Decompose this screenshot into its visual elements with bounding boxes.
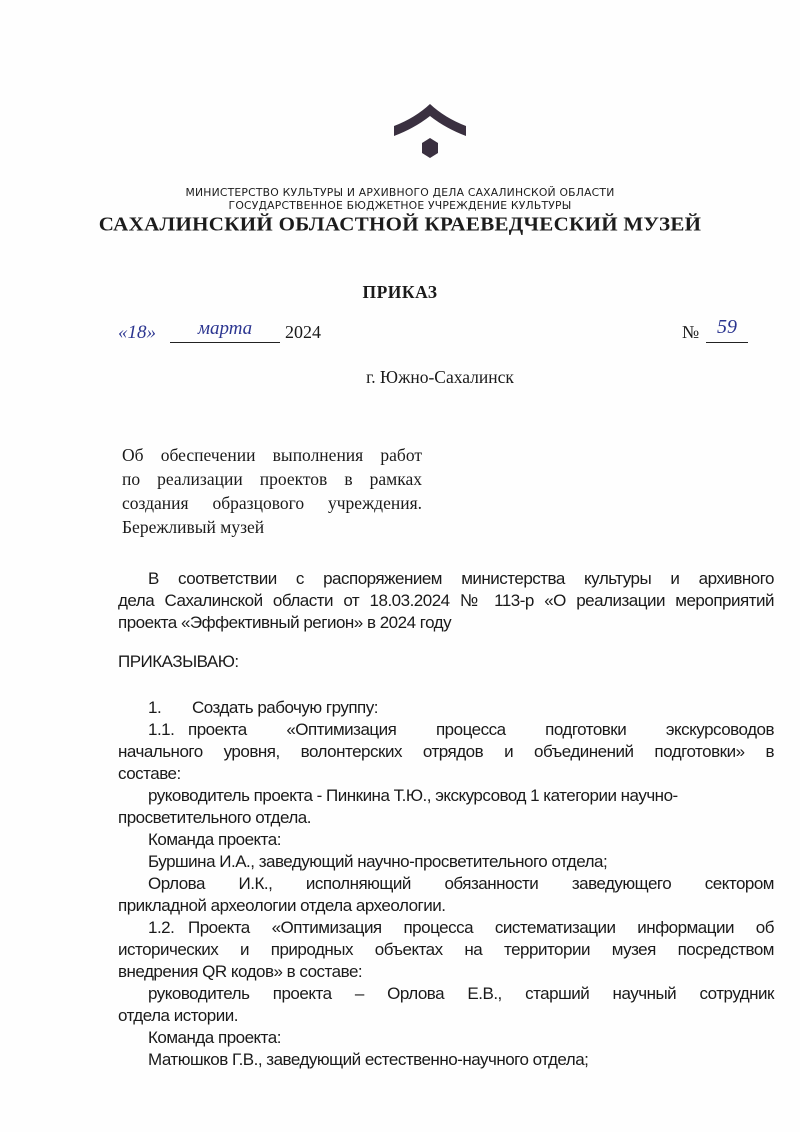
institution-name: САХАЛИНСКИЙ ОБЛАСТНОЙ КРАЕВЕДЧЕСКИЙ МУЗЕЙ: [98, 212, 702, 236]
item-text: проекта «Оптимизация процесса подготовки экскурсоводов: [188, 720, 774, 739]
order-items: [118, 697, 774, 1071]
subject-line: создания образцового учреждения.: [122, 493, 422, 513]
preamble-line: дела Сахалинской области от 18.03.2024 № 113-р «О реализации мероприятий: [118, 591, 774, 610]
item-1-2-first-line: [118, 917, 774, 939]
item-text: начального уровня, волонтерских отрядов и объединений подготовки» в: [118, 742, 774, 761]
project-lead: руководитель проекта – Орлова Е.В., старший научный сотрудник: [148, 984, 774, 1003]
preamble-line: проекта «Эффективный регион» в 2024 году: [118, 613, 452, 632]
order-word: ПРИКАЗЫВАЮ:: [118, 652, 239, 671]
project-lead: отдела истории.: [118, 1006, 238, 1025]
document-title: ПРИКАЗ: [362, 282, 438, 302]
item-1-1-first-line: [118, 719, 774, 741]
item-text: исторических и природных объектах на территории музея посредством: [118, 940, 774, 959]
preamble-line: В соответствии с распоряжением министерства культуры и архивного: [148, 569, 774, 588]
project-lead: просветительного отдела.: [118, 808, 311, 827]
team-member: прикладной археологии отдела археологии.: [118, 896, 446, 915]
item-number: 1.: [148, 698, 162, 717]
document-subject: [122, 443, 422, 539]
date-year: 2024: [285, 322, 321, 342]
museum-logo-icon: [385, 98, 475, 160]
team-member: Буршина И.А., заведующий научно-просветительного отдела;: [148, 852, 608, 871]
item-number: 1.1.: [148, 720, 175, 739]
date-month-handwritten: марта: [170, 318, 280, 343]
institution-type: ГОСУДАРСТВЕННОЕ БЮДЖЕТНОЕ УЧРЕЖДЕНИЕ КУЛЬТУРЫ: [228, 199, 572, 212]
number-sign: №: [682, 322, 700, 342]
item-text: Создать рабочую группу:: [192, 698, 378, 717]
subject-line: Бережливый музей: [122, 517, 265, 537]
team-label: Команда проекта:: [148, 1028, 281, 1047]
team-member: Орлова И.К., исполняющий обязанности заведующего сектором: [148, 874, 774, 893]
team-label: Команда проекта:: [148, 830, 281, 849]
preamble: [118, 568, 774, 634]
ministry-name: МИНИСТЕРСТВО КУЛЬТУРЫ И АРХИВНОГО ДЕЛА САХАЛИНСКОЙ ОБЛАСТИ: [185, 186, 615, 199]
item-text: Проекта «Оптимизация процесса систематизации информации об: [188, 918, 774, 937]
team-member: Матюшков Г.В., заведующий естественно-научного отдела;: [148, 1050, 589, 1069]
document-city: г. Южно-Сахалинск: [366, 367, 514, 387]
item-text: внедрения QR кодов» в составе:: [118, 962, 363, 981]
subject-line: по реализации проектов в рамках: [122, 469, 422, 489]
project-lead: руководитель проекта - Пинкина Т.Ю., экскурсовод 1 категории научно-: [148, 786, 678, 805]
item-text: составе:: [118, 764, 181, 783]
subject-line: Об обеспечении выполнения работ: [122, 445, 422, 465]
item-number: 1.2.: [148, 918, 175, 937]
number-handwritten: 59: [706, 316, 748, 343]
date-day-handwritten: «18»: [118, 322, 156, 343]
